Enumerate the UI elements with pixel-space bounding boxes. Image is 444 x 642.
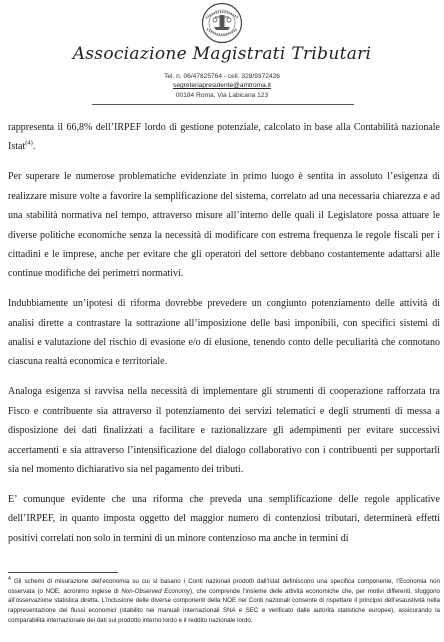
footnote-text-part-1: Gli schemi di misurazione dell’economia su cui si basano i Conti nazionali prodotti dall’Istat definiscono una specifica componente, l’Economia non osservata (o NOE, acronimo inglese di	[8, 578, 440, 595]
paragraph-4: Analoga esigenza si ravvisa nella necessità di implementare gli strumenti di cooperazione rafforzata tra Fisco e contribuente sia attraverso il potenziamento dei servizi telematici e degli strumenti di messa a disposizione dei dati finalizzati a facilitare e razionalizzare gli adempimenti per evitare successivi accertamenti e sia attraverso l’intensificazione del dialogo collaborativo con i contribuenti per supportarli sia nel momento dichiarativo sia nel pagamento dei tributi.	[8, 386, 440, 475]
letterhead-divider	[92, 104, 354, 105]
contact-email-link[interactable]: segreteriapresidente@amtroma.it	[173, 82, 271, 89]
contact-phone: Tel. n. 06/47825764 - cell. 328/9372426	[164, 73, 280, 80]
footnote-text-part-2: ), che comprende l’insieme delle attività economiche che, per motivi differenti, sfuggono all’osservazione statistica diretta. L’inclusione delle diverse componenti della NOE nei Conti nazionali consente di rispettare il principio dell’esaustività nella rappresentazione dei flussi economici (stabilito nei manuali internazionali SNA e SEC e verificato dalle autorità statistiche europee), assicurando la comparabilità internazionale dei dati sul prodotto interno lordo e il reddito nazionale lordo.	[8, 587, 441, 624]
paragraph-1-end: .	[32, 141, 36, 153]
footnote-divider	[8, 572, 118, 573]
footnote-reference[interactable]: (4)	[25, 140, 33, 148]
footnote-mark: 4	[8, 575, 11, 582]
association-seal-icon	[198, 2, 246, 44]
footnote	[8, 577, 440, 626]
paragraph-2: Per superare le numerose problematiche evidenziate in primo luogo è sentita in assoluto l’esigenza di realizzare misure volte a favorire la semplificazione del sistema, correlato ad una necessaria chiarezza e ad una stabilità normativa nel tempo, attraverso misure all’interno delle quali il Legislatore possa attuare le diverse politiche economiche senza la necessità di modificare con estrema frequenza le regole fiscali per i cittadini e le imprese, anche per evitare che gli operatori del settore debbano costantemente adattarsi alle continue modifiche dei perimetri normativi.	[8, 171, 440, 280]
contact-address: 00184 Roma, Via Labicana 123	[175, 92, 269, 99]
association-name: Associazione Magistrati Tributari	[72, 44, 372, 64]
paragraph-1-text: rappresenta il 66,8% dell’IRPEF lordo di gestione potenziale, calcolato in base alla Contabilità nazionale Istat	[8, 122, 440, 153]
paragraph-5: E’ comunque evidente che una riforma che preveda una semplificazione delle regole applicative dell’IRPEF, in quanto imposta oggetto del maggior numero di contenziosi tributari, determinerà effetti positivi correlati non solo in termini di un minore contenzioso ma anche in termini di	[8, 493, 440, 544]
footnote-emphasis: Non-Observed Economy	[121, 587, 191, 595]
paragraph-1	[8, 118, 440, 157]
seal-graphic	[198, 2, 246, 44]
paragraph-3: Indubbiamente un’ipotesi di riforma dovrebbe prevedere un congiunto potenziamento delle attività di analisi dirette a contrastare la sottrazione all’imposizione delle basi imponibili, con specifici sistemi di analisi e valutazione del rischio di evasione e/o di elusione, tenendo conto delle peculiarità che connotano ciascuna realtà economica e territoriale.	[8, 298, 440, 368]
document-body	[8, 118, 440, 548]
